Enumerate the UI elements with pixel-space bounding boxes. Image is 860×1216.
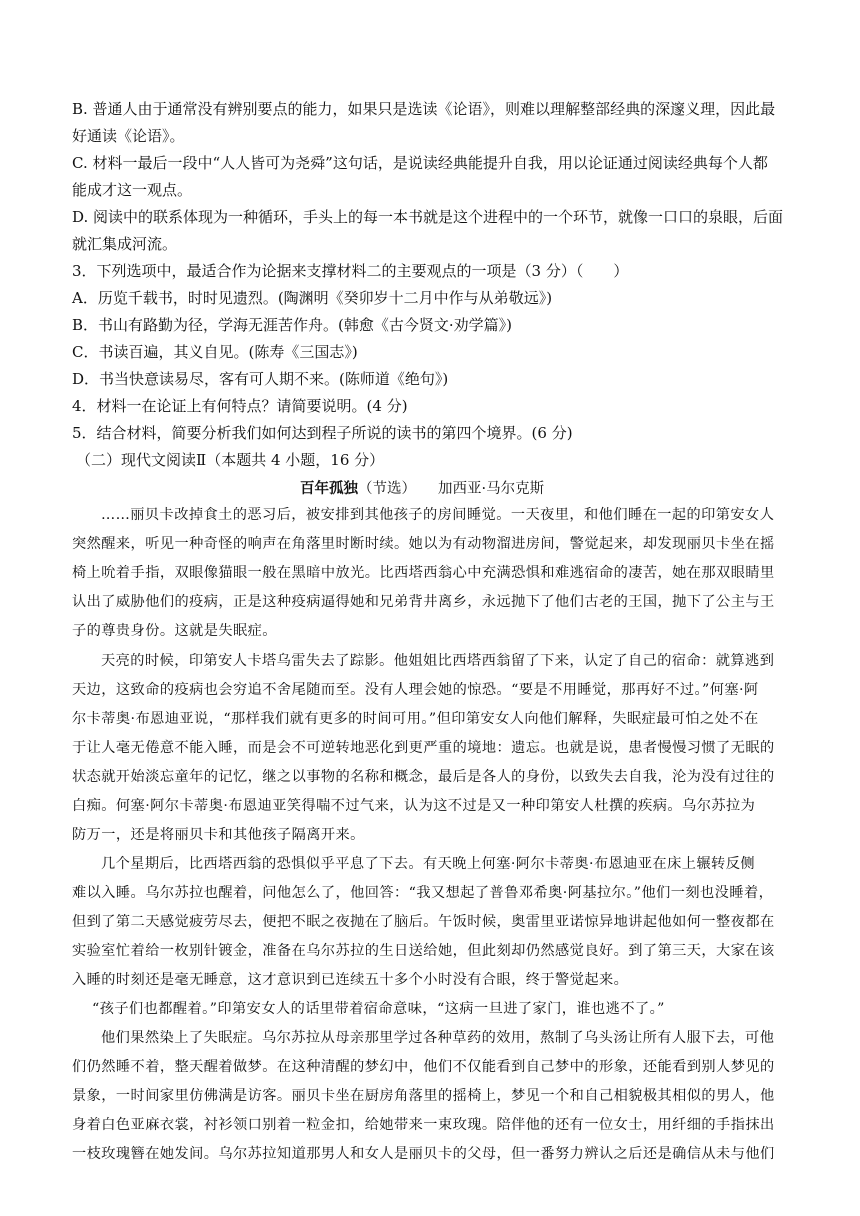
option-d-line-1: D. 阅读中的联系体现为一种循环，手头上的每一本书就是这个进程中的一个环节，就像一口口的泉眼，后面 — [72, 208, 784, 226]
passage-title: 百年孤独 — [300, 480, 358, 497]
question-3-option-b: B．书山有路勤为径，学海无涯苦作舟。(韩愈《古今贤文·劝学篇》) — [72, 316, 512, 334]
passage-line: 白痴。何塞·阿尔卡蒂奥·布恩迪亚笑得喘不过气来，认为这不过是又一种印第安人杜撰的疾病。乌尔苏拉为 — [72, 798, 756, 814]
passage-line: 几个星期后，比西塔西翁的恐惧似乎平息了下去。有天晚上何塞·阿尔卡蒂奥·布恩迪亚在床上辗转反侧 — [101, 856, 755, 872]
option-b-line-2: 好通读《论语》。 — [72, 127, 185, 145]
passage-line: 子的尊贵身份。这就是失眠症。 — [72, 623, 277, 639]
passage-line: 身着白色亚麻衣裳，衬衫领口别着一粒金扣，给她带来一束玫瑰。陪伴他的还有一位女士，用纤细的手指抹出 — [72, 1117, 775, 1133]
passage-line: 他们果然染上了失眠症。乌尔苏拉从母亲那里学过各种草药的效用，熬制了乌头汤让所有人服下去，可他 — [101, 1030, 775, 1046]
passage-line: 们仍然睡不着，整天醒着做梦。在这种清醒的梦幻中，他们不仅能看到自己梦中的形象，还能看到别人梦见的 — [72, 1059, 775, 1075]
passage-line: 椅上吮着手指，双眼像猫眼一般在黑暗中放光。比西塔西翁心中充满恐惧和难逃宿命的凄苦，她在那双眼睛里 — [72, 565, 775, 581]
option-b-line-1: B. 普通人由于通常没有辨别要点的能力，如果只是选读《论语》，则难以理解整部经典的深邃义理，因此最 — [72, 100, 776, 118]
passage-line: 难以入睡。乌尔苏拉也醒着，问他怎么了，他回答：“我又想起了普鲁邓希奥·阿基拉尔。”他们一刻也没睡着， — [72, 885, 774, 901]
passage-line: “孩子们也都醒着。”印第安女人的话里带着宿命意味，“这病一旦进了家门，谁也逃不了。” — [92, 1001, 665, 1017]
passage-line: 入睡的时刻还是毫无睡意，这才意识到已连续五十多个小时没有合眼，终于警觉起来。 — [72, 972, 629, 988]
question-5: 5．结合材料，简要分析我们如何达到程子所说的读书的第四个境界。(6 分) — [72, 424, 573, 442]
passage-line: 天亮的时候，印第安人卡塔乌雷失去了踪影。他姐姐比西塔西翁留了下来，认定了自己的宿命：就算逃到 — [101, 653, 775, 669]
passage-line: 认出了威胁他们的疫病，正是这种疫病逼得她和兄弟背井离乡，永远抛下了他们古老的王国，抛下了公主与王 — [72, 594, 775, 610]
question-3-option-c: C．书读百遍，其义自见。(陈寿《三国志》) — [72, 343, 358, 361]
passage-author: 加西亚·马尔克斯 — [438, 481, 545, 497]
passage-line: 于让人毫无倦意不能入睡，而是会不可逆转地恶化到更严重的境地：遗忘。也就是说，患者慢慢习惯了无眠的 — [72, 740, 775, 756]
passage-subtitle: （节选） — [358, 481, 416, 497]
passage-line: 突然醒来，听见一种奇怪的响声在角落里时断时续。她以为有动物溜进房间，警觉起来，却发现丽贝卡坐在摇 — [72, 536, 775, 552]
option-c-line-1: C. 材料一最后一段中“人人皆可为尧舜”这句话，是说读经典能提升自我，用以论证通过阅读经典每个人都 — [72, 154, 768, 172]
passage-line: 尔卡蒂奥·布恩迪亚说，“那样我们就有更多的时间可用。”但印第安女人向他们解释，失眠症最可怕之处不在 — [72, 711, 759, 727]
question-3-option-d: D．书当快意读易尽，客有可人期不来。(陈师道《绝句》) — [72, 370, 449, 388]
passage-line: 但到了第二天感觉疲劳尽去，便把不眠之夜抛在了脑后。午饭时候，奥雷里亚诺惊异地讲起他如何一整夜都在 — [72, 914, 775, 930]
question-3-option-a: A．历览千载书，时时见遗烈。(陶渊明《癸卯岁十二月中作与从弟敬远》) — [72, 289, 553, 307]
question-4: 4．材料一在论证上有何特点？请简要说明。(4 分) — [72, 397, 408, 415]
passage-line: 景象，一时间家里仿佛满是访客。丽贝卡坐在厨房角落里的摇椅上，梦见一个和自己相貌极其相似的男人，他 — [72, 1088, 775, 1104]
passage-line: 防万一，还是将丽贝卡和其他孩子隔离开来。 — [72, 827, 365, 843]
option-c-line-2: 能成才这一观点。 — [72, 181, 193, 199]
passage-line: 天边，这致命的疫病也会穷追不舍尾随而至。没有人理会她的惊恐。“要是不用睡觉，那再好不过。”何塞·阿 — [72, 682, 759, 698]
passage-line: ……丽贝卡改掉食土的恶习后，被安排到其他孩子的房间睡觉。一天夜里，和他们睡在一起的印第安女人 — [101, 507, 775, 523]
passage-line: 状态就开始淡忘童年的记忆，继之以事物的名称和概念，最后是各人的身份，以致失去自我，沦为没有过往的 — [72, 769, 775, 785]
option-d-line-2: 就汇集成河流。 — [72, 235, 178, 253]
passage-heading — [300, 479, 544, 499]
passage-line: 一枝玫瑰簪在她发间。乌尔苏拉知道那男人和女人是丽贝卡的父母，但一番努力辨认之后还是确信从未与他们 — [72, 1146, 775, 1162]
question-3-stem: 3．下列选项中，最适合作为论据来支撑材料二的主要观点的一项是（3 分）（ ） — [72, 262, 629, 280]
section-heading: （二）现代文阅读Ⅱ（本题共 4 小题，16 分） — [76, 451, 385, 469]
passage-line: 实验室忙着给一枚别针镀金，准备在乌尔苏拉的生日送给她，但此刻却仍然感觉良好。到了第三天，大家在该 — [72, 943, 775, 959]
